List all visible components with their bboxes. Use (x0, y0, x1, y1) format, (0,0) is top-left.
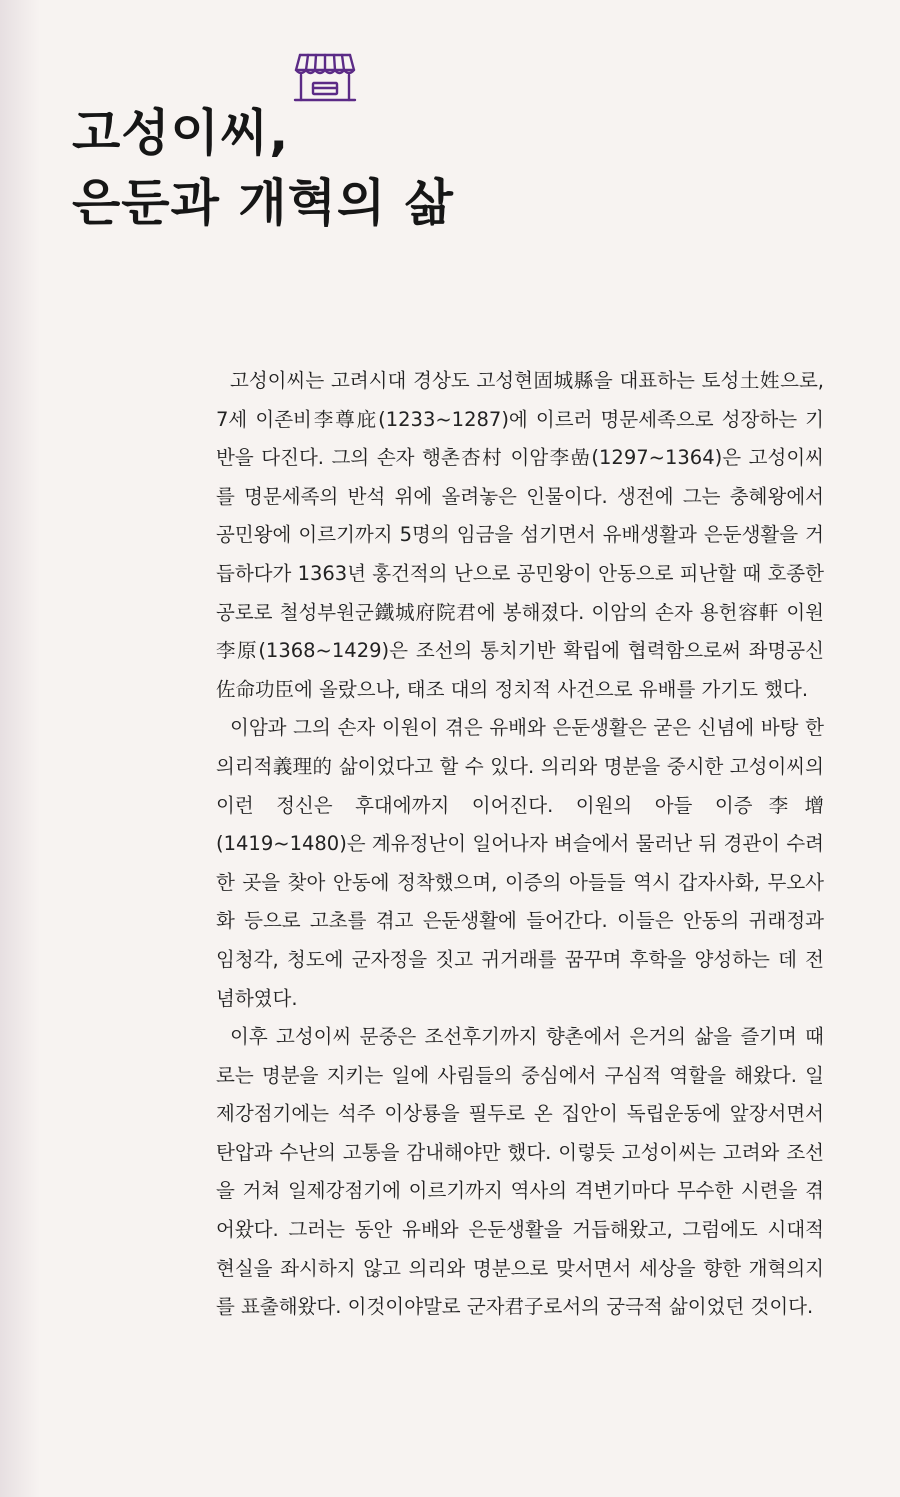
paragraph: 고성이씨는 고려시대 경상도 고성현固城縣을 대표하는 토성土姓으로, 7세 이존비李尊庇(1233~1287)에 이르러 명문세족으로 성장하는 기반을 다진다. 그의 손자 행촌杏村 이암李嵒(1297~1364)은 고성이씨를 명문세족의 반석 위에 올려놓은 인물이다. 생전에 그는 충혜왕에서 공민왕에 이르기까지 5명의 임금을 섬기면서 유배생활과 은둔생활을 거듭하다가 1363년 홍건적의 난으로 공민왕이 안동으로 피난할 때 호종한 공로로 철성부원군鐵城府院君에 봉해졌다. 이암의 손자 용헌容軒 이원李原(1368~1429)은 조선의 통치기반 확립에 협력함으로써 좌명공신佐命功臣에 올랐으나, 태조 대의 정치적 사건으로 유배를 가기도 했다. (216, 369, 824, 701)
page-title (72, 98, 632, 238)
title-line-1: 고성이씨, (72, 104, 290, 162)
title-line-2: 은둔과 개혁의 삶 (72, 174, 454, 232)
body-text (216, 362, 824, 1327)
paragraph: 이암과 그의 손자 이원이 겪은 유배와 은둔생활은 굳은 신념에 바탕 한 의리적義理的 삶이었다고 할 수 있다. 의리와 명분을 중시한 고성이씨의 이런 정신은 후대에까지 이어진다. 이원의 아들 이증李增(1419~1480)은 계유정난이 일어나자 벼슬에서 물러난 뒤 경관이 수려한 곳을 찾아 안동에 정착했으며, 이증의 아들들 역시 갑자사화, 무오사화 등으로 고초를 겪고 은둔생활에 들어간다. 이들은 안동의 귀래정과 임청각, 청도에 군자정을 짓고 귀거래를 꿈꾸며 후학을 양성하는 데 전념하였다. (216, 716, 824, 1010)
paragraph: 이후 고성이씨 문중은 조선후기까지 향촌에서 은거의 삶을 즐기며 때로는 명분을 지키는 일에 사림들의 중심에서 구심적 역할을 해왔다. 일제강점기에는 석주 이상룡을 필두로 온 집안이 독립운동에 앞장서면서 탄압과 수난의 고통을 감내해야만 했다. 이렇듯 고성이씨는 고려와 조선을 거쳐 일제강점기에 이르기까지 역사의 격변기마다 무수한 시련을 겪어왔다. 그러는 동안 유배와 은둔생활을 거듭해왔고, 그럼에도 시대적 현실을 좌시하지 않고 의리와 명분으로 맞서면서 세상을 향한 개혁의지를 표출해왔다. 이것이야말로 군자君子로서의 궁극적 삶이었던 것이다. (216, 1025, 824, 1319)
